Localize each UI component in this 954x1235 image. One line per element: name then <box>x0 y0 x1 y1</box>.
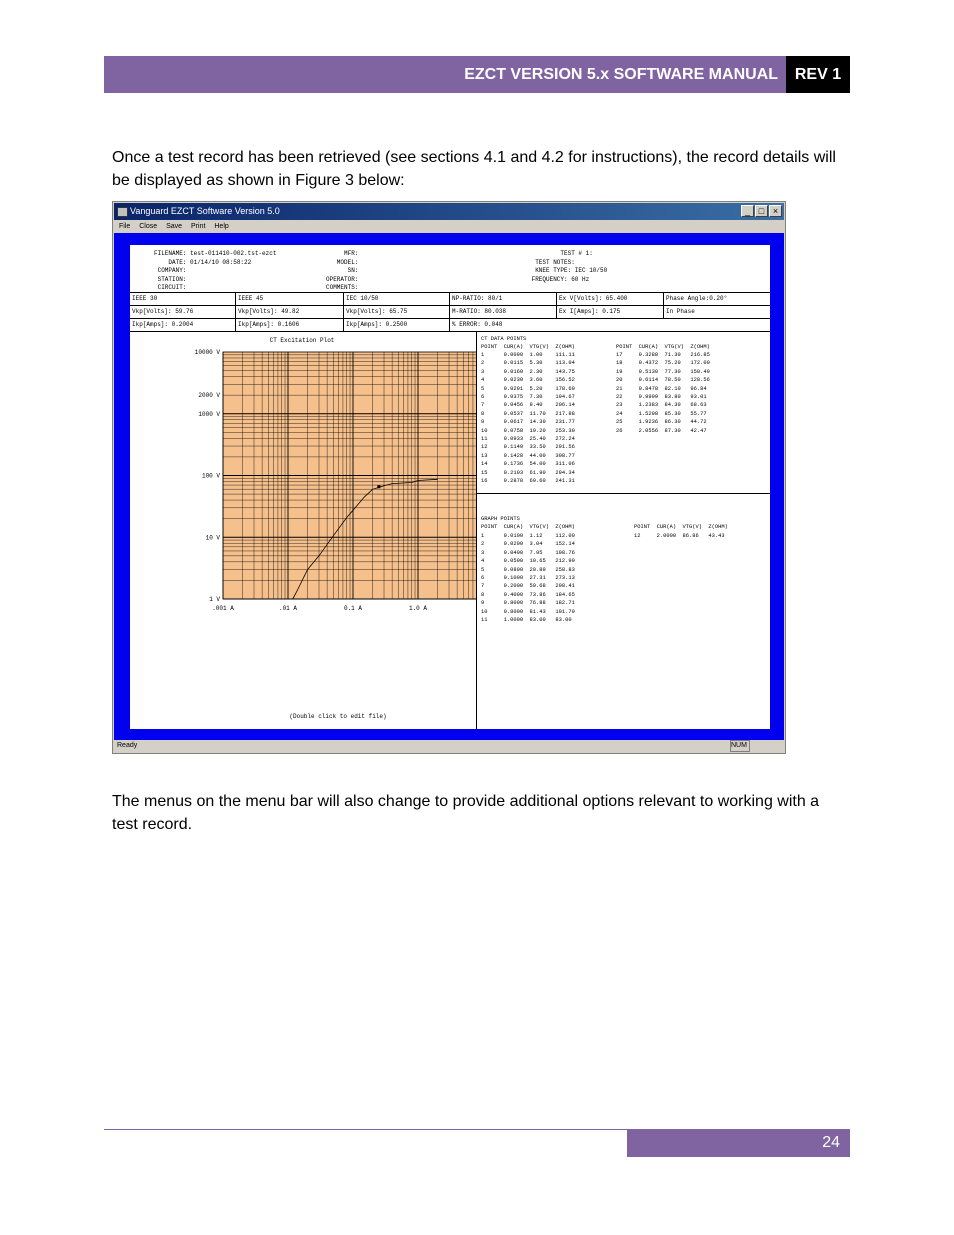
record-background <box>114 233 784 740</box>
menu-bar <box>114 221 784 233</box>
chart-title: CT Excitation Plot <box>269 337 335 344</box>
graph-header-right: POINT CUR(A) VTG(V) Z(OHM) <box>634 524 728 530</box>
ct-excitation-chart[interactable] <box>130 332 476 730</box>
page-number-box <box>627 1129 850 1157</box>
y-tick-label: 100 V <box>201 472 220 480</box>
app-icon <box>117 207 128 217</box>
ieee45-ikp: Ikp[Amps]: 0.1606 <box>236 319 344 331</box>
header-bar <box>104 56 850 93</box>
ieee45-vkp: Vkp[Volts]: 49.82 <box>236 306 344 318</box>
menu-file[interactable]: File <box>119 223 131 230</box>
ct-data-header-right: POINT CUR(A) VTG(V) Z(OHM) <box>616 344 710 350</box>
y-tick-label: 10 V <box>205 534 220 542</box>
graph-header-left: POINT CUR(A) VTG(V) Z(OHM) <box>481 524 575 530</box>
ex-amps: Ex I[Amps]: 0.175 <box>557 306 664 318</box>
y-tick-label: 1 V <box>209 596 220 603</box>
intro-paragraph: Once a test record has been retrieved (see sections 4.1 and 4.2 for instructions), the record details will be displayed as shown in Figure 3 below: <box>112 149 836 189</box>
edit-hint: (Double click to edit file) <box>289 713 387 720</box>
phase-status: In Phase <box>666 308 695 315</box>
x-tick-label: 0.1 A <box>343 605 363 612</box>
close-icon[interactable]: × <box>769 205 782 217</box>
ieee30-label: IEEE 30 <box>130 293 236 305</box>
ct-data-header-left: POINT CUR(A) VTG(V) Z(OHM) <box>481 344 575 350</box>
iec-vkp: Vkp[Volts]: 65.75 <box>344 306 450 318</box>
x-tick-label: .001 A <box>212 605 234 612</box>
page-number: 24 <box>822 1134 840 1151</box>
record-view[interactable] <box>130 245 770 729</box>
window-title: Vanguard EZCT Software Version 5.0 <box>130 206 280 216</box>
np-ratio: NP-RATIO: 80/1 <box>450 293 557 305</box>
num-lock-indicator: NUM <box>730 740 750 752</box>
menu-close[interactable]: Close <box>139 223 158 230</box>
status-bar <box>114 739 784 752</box>
iec-ikp: Ikp[Amps]: 0.2500 <box>344 319 450 331</box>
y-tick-label: 2000 V <box>198 392 220 400</box>
window-titlebar <box>114 203 784 220</box>
ieee45-label: IEEE 45 <box>236 293 344 305</box>
outro-paragraph: The menus on the menu bar will also change to provide additional options relevant to working with a test record. <box>112 793 820 833</box>
y-tick-label: 1000 V <box>198 410 220 418</box>
iec-label: IEC 10/50 <box>344 293 450 305</box>
revision-badge: REV 1 <box>786 56 850 93</box>
menu-save[interactable]: Save <box>166 223 183 230</box>
ct-data-title: CT DATA POINTS <box>481 336 527 342</box>
menu-help[interactable]: Help <box>214 223 229 230</box>
ieee30-ikp: Ikp[Amps]: 0.2004 <box>130 319 236 331</box>
graph-list-right: 12 2.0000 86.86 43.43 <box>634 533 725 539</box>
x-tick-label: 1.0 A <box>408 605 428 612</box>
x-tick-label: .01 A <box>278 605 298 612</box>
maximize-icon[interactable]: □ <box>755 205 768 217</box>
m-ratio: M-RATIO: 80.038 <box>450 306 557 318</box>
graph-points-title: GRAPH POINTS <box>481 516 520 522</box>
knee-point-marker <box>377 485 380 488</box>
percent-error: % ERROR: 0.048 <box>452 321 503 328</box>
ex-volts: Ex V[Volts]: 65.400 <box>557 293 664 305</box>
status-text: Ready <box>117 742 138 749</box>
manual-title: EZCT VERSION 5.x SOFTWARE MANUAL <box>464 66 778 83</box>
device-info-fields: MFR: MODEL: SN: OPERATOR: COMMENTS: <box>326 250 359 291</box>
menu-print[interactable]: Print <box>191 223 206 230</box>
app-window <box>112 201 786 754</box>
test-info-fields: TEST # 1: TEST NOTES: KNEE TYPE: IEC 10/50 FREQUENCY: 60 Hz <box>531 250 608 283</box>
ct-data-list-right: 17 0.3288 71.30 216.85 18 0.4372 75.20 172.00 19 0.5130 77.30 150.49 20 0.6114 78.50 128.56 21 0.8478 82.10 96.84 22 0.9999 83.80 93.01 23 1.2383 84.30 68.63 24 1.5298 85.30 55.77 25 1.9236 86.30 44.72 26 2.0556 87.30 42.47 <box>616 352 710 434</box>
ct-data-list-left: 1 0.0090 1.00 111.11 2 0.0115 5.30 113.04 3 0.0160 2.30 143.75 4 0.0230 3.60 156.52 5 0.0291 5.20 178.69 6 0.0375 7.30 194.67 7 0.0456 9.40 206.14 8 0.0537 11.70 217.88 9 0.0617 14.30 231.77 10 0.0758 19.20 253.30 11 0.0933 25.40 272.24 12 0.1149 33.50 291.56 13 0.1428 44.00 308.77 14 0.1736 54.00 311.06 15 0.2103 61.90 294.34 16 0.2878 69.60 241.31 <box>481 352 575 485</box>
graph-list-left: 1 0.0100 1.12 112.00 2 0.0200 3.04 152.14 3 0.0400 7.95 198.76 4 0.0500 10.65 212.99 5 0.0800 20.89 258.83 6 0.1000 27.31 273.13 7 0.2000 59.68 298.41 8 0.4000 73.86 184.65 9 0.8000 76.88 182.71 10 0.8000 81.43 101.79 11 1.0000 83.00 83.00 <box>481 533 575 624</box>
minimize-icon[interactable]: _ <box>741 205 754 217</box>
file-info-fields: FILENAME: test-011410-002.tst-ezct DATE: 01/14/10 08:58:22 COMPANY: STATION: CIRCUIT: <box>154 250 277 291</box>
y-tick-label: 10000 V <box>194 349 220 356</box>
phase-angle: Phase Angle:0.20° <box>666 295 728 302</box>
ieee30-vkp: Vkp[Volts]: 59.76 <box>130 306 236 318</box>
